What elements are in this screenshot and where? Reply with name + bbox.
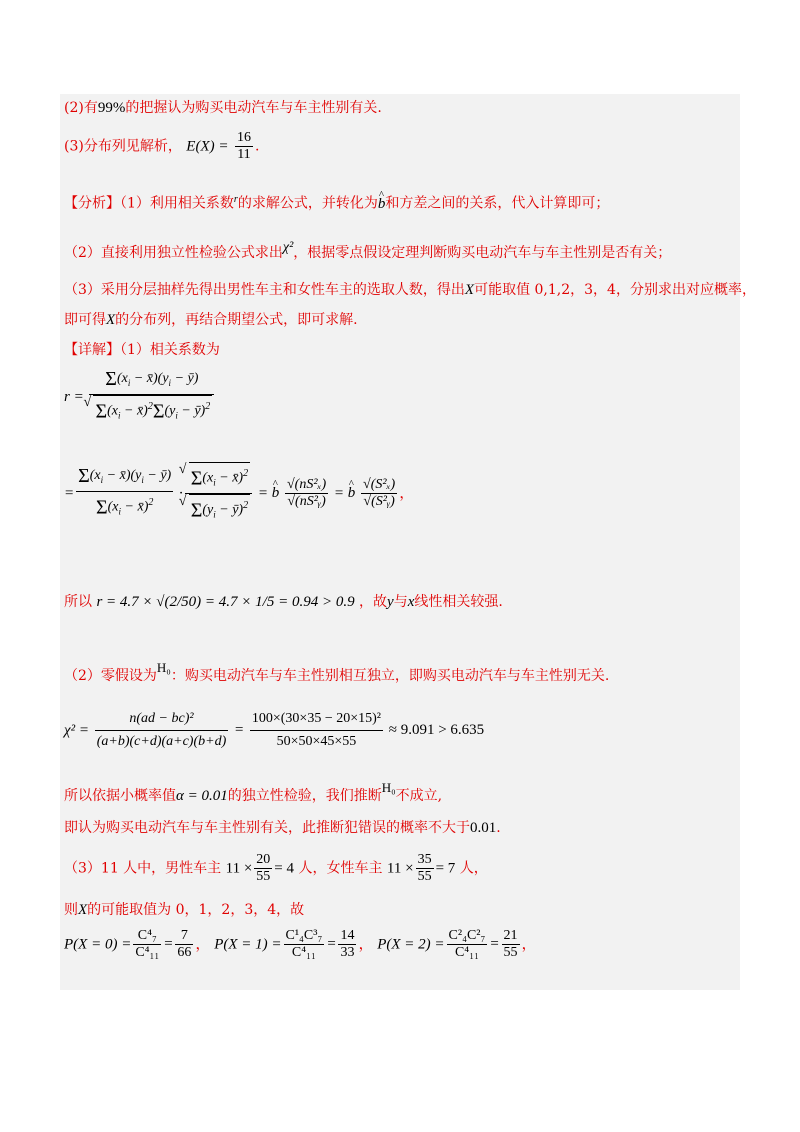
stratified-sampling-line: （3）11 人中，男性车主 11 × $\frac{20}{55}$ = 4 人，女性车主 11 × $\frac{35}{55}$ = 7 人， — [64, 852, 488, 884]
correlation-conclusion: 所以 r = 4.7 × √(2/50) = 4.7 × 1/5 = 0.94 > 0.9 ，故y与x线性相关较强. — [64, 594, 503, 610]
probability-line: P(X = 0) = $\frac{\text{C⁴₇}}{\text{C⁴₁₁}}$ = $\frac{7}{66}$ ， P(X = 1) = $\frac{\text{C¹₄C³₇}}{\text{C⁴₁₁}}$ = $\frac{14}{33}$ ， P(X = 2) = $\frac{\text{C²₄C²₇}}{\text{C⁴₁₁}}$ = $\frac{21}{55}$ ， — [64, 928, 537, 960]
correlation-fraction: $\Sigma(x_i$ − $x̄)(y_i$ − ȳ) √ $\Sigma(x_i$ − $x̄)^2\Sigma(y_i$ − ȳ)$^2$ — [89, 368, 214, 426]
correlation-formula-2: = $\frac{\Sigma(x_i - x̄)(y_i - ȳ)}{\Sigma(x_i - x̄)^2}$ · √ $\Sigma(x_i$ − x̄)$^2$ √ $\Sigma(y_i$ − ȳ)$^2$ = ^ b $\frac{\text{√(nS²ₓ)}}{\text{√(nS²ᵧ)}}$ = ^ b $\frac{\text{√(S²ₓ)}}{\text{√(S²ᵧ)}}$ ， — [64, 462, 414, 542]
correlation-formula-1: r = $\Sigma(x_i$ − $x̄)(y_i$ − ȳ) √ $\Sigma(x_i$ − $x̄)^2\Sigma(y_i$ − ȳ)$^2$ — [64, 368, 216, 448]
null-hypothesis-line: （2）零假设为H₀：购买电动汽车与车主性别相互独立，即购买电动汽车与车主性别无关. — [64, 660, 610, 684]
independence-test-line: 所以依据小概率值α = 0.01的独立性检验，我们推断H₀不成立, — [64, 780, 443, 804]
analysis-line-4: 即可得X的分布列，再结合期望公式，即可求解. — [64, 312, 358, 328]
answer-2-line: (2)有99%的把握认为购买电动汽车与车主性别有关. — [64, 100, 382, 116]
analysis-line-3: （3）采用分层抽样先得出男性车主和女性车主的选取人数，得出X可能取值 0,1,2，3，4，分别求出对应概率， — [64, 282, 756, 298]
possible-values-line: 则X的可能取值为 0，1，2，3，4，故 — [64, 902, 305, 918]
conclusion-line: 即认为购买电动汽车与车主性别有关，此推断犯错误的概率不大于0.01. — [64, 820, 501, 836]
expectation-fraction: $\frac{16}{11}$ — [236, 130, 251, 162]
answer-3-line: (3)分布列见解析， E(X) = $\frac{16}{11}$ . — [64, 130, 260, 162]
analysis-line-2: （2）直接利用独立性检验公式求出χ²，根据零点假设定理判断购买电动汽车与车主性别是否有关； — [64, 240, 672, 261]
analysis-line-1: 【分析】（1）利用相关系数$^r$的求解公式，并转化为^ b和方差之间的关系，代入计算即可； — [64, 190, 609, 214]
chi-square-formula: χ² = $\frac{\text{n(ad − bc)²}}{(a+b)(c+d)(a+c)(b+d)}$ = $\frac{\text{100×(30×35 − 20×15)²}}{50\times 50\times 45\times 55}$ ≈ 9.091 > 6.635 — [64, 708, 484, 758]
detail-line-1: 【详解】（1）相关系数为 — [64, 342, 220, 358]
